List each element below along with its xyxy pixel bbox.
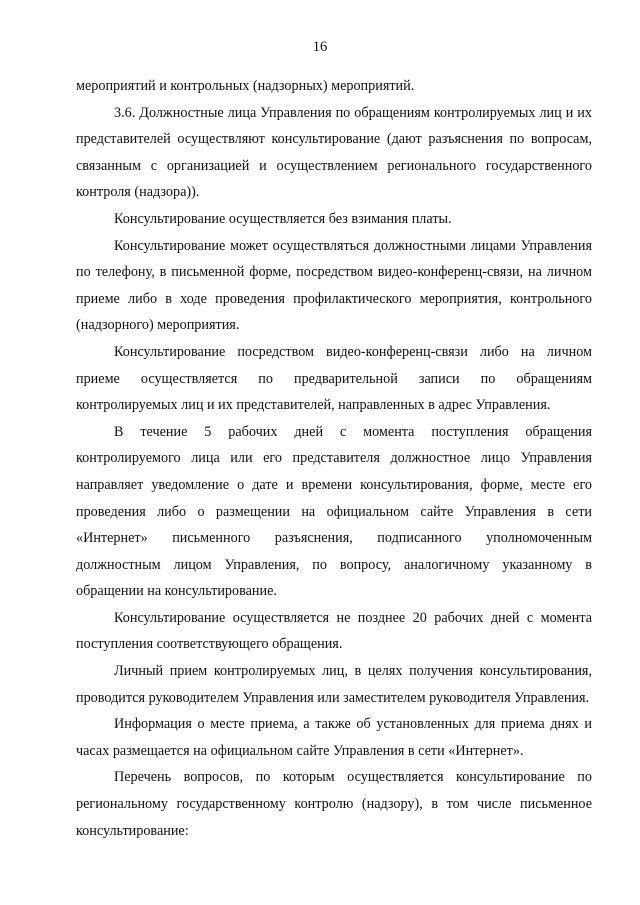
paragraph-personal-reception: Личный прием контролируемых лиц, в целях получения консультирования, проводится руководителем Управления или заместителем руководителя Управления. bbox=[76, 663, 592, 706]
page-number: 16 bbox=[312, 39, 328, 55]
paragraph-3-6: 3.6. Должностные лица Управления по обращениям контролируемых лиц и их представителей осуществляют консультирование (дают разъяснения по вопросам, связанным с организацией и осуществлением регионального государственного контроля (надзора)). bbox=[76, 104, 592, 201]
paragraph-notification: В течение 5 рабочих дней с момента поступления обращения контролируемого лица или его представителя должностное лицо Управления направляет уведомление о дате и времени консультирования, форме, месте его проведения либо о размещении на официальном сайте Управления в сети «Интернет» письменного разъяснения, подписанного уполномоченным должностным лицом Управления, по вопросу, аналогичному указанному в обращении на консультирование. bbox=[76, 423, 592, 600]
paragraph-question-list: Перечень вопросов, по которым осуществляется консультирование по региональному государственному контролю (надзору), в том числе письменное консультирование: bbox=[76, 769, 592, 839]
paragraph-reception-info: Информация о месте приема, а также об установленных для приема днях и часах размещается на официальном сайте Управления в сети «Интернет». bbox=[76, 716, 592, 759]
paragraph-continuation: мероприятий и контрольных (надзорных) мероприятий. bbox=[76, 78, 415, 94]
paragraph-deadline: Консультирование осуществляется не позднее 20 рабочих дней с момента поступления соответствующего обращения. bbox=[76, 609, 592, 653]
paragraph-video-consulting: Консультирование посредством видео-конференц-связи либо на личном приеме осуществляется по предварительной записи по обращениям контролируемых лиц и их представителей, направленных в адрес Управления. bbox=[76, 343, 592, 414]
paragraph-consulting-forms: Консультирование может осуществляться должностными лицами Управления по телефону, в письменной форме, посредством видео-конференц-связи, на личном приеме либо в ходе проведения профилактического мероприятия, контрольного (надзорного) мероприятия. bbox=[76, 237, 592, 334]
paragraph-free-consulting: Консультирование осуществляется без взимания платы. bbox=[114, 210, 452, 227]
body-text bbox=[76, 73, 592, 844]
